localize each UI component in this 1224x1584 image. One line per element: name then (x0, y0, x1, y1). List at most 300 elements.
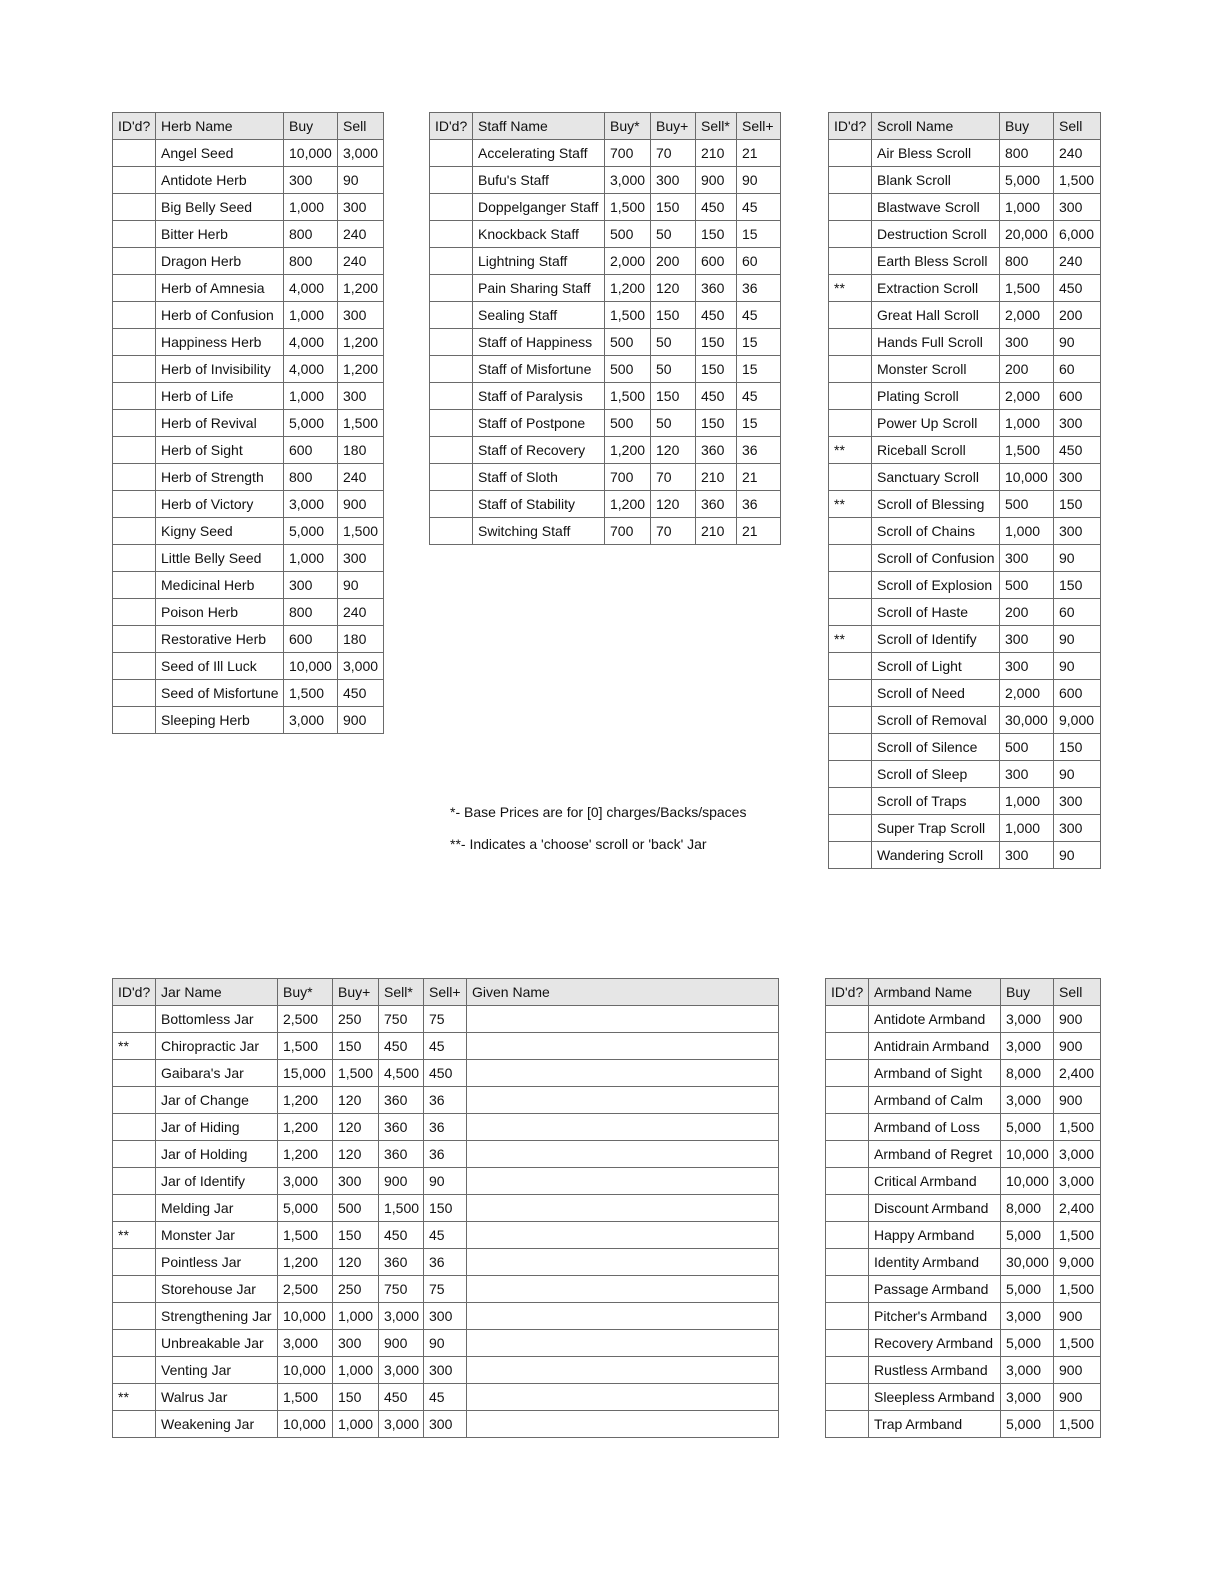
table-cell (826, 1330, 869, 1357)
table-cell: 3,000 (278, 1330, 333, 1357)
table-cell (826, 1141, 869, 1168)
table-cell: 1,000 (1000, 410, 1054, 437)
table-cell (829, 761, 872, 788)
table-cell: 5,000 (1001, 1411, 1054, 1438)
table-row (113, 1060, 779, 1087)
table-cell: 200 (1000, 599, 1054, 626)
table-cell (826, 1114, 869, 1141)
table-cell: 360 (379, 1114, 424, 1141)
table-cell (113, 1195, 156, 1222)
column-header: ID'd? (826, 979, 869, 1006)
column-header: Buy+ (333, 979, 379, 1006)
table-row (829, 167, 1101, 194)
table-cell: 1,200 (605, 491, 651, 518)
table-cell: 300 (1000, 545, 1054, 572)
table-cell: 90 (1054, 545, 1101, 572)
table-cell: 4,000 (284, 275, 338, 302)
table-cell: 90 (1054, 626, 1101, 653)
table-cell: Doppelganger Staff (473, 194, 605, 221)
table-cell: 1,500 (278, 1033, 333, 1060)
column-header: Sell* (379, 979, 424, 1006)
table-cell: 1,500 (333, 1060, 379, 1087)
table-cell: ** (113, 1033, 156, 1060)
table-cell: 120 (333, 1141, 379, 1168)
table-cell: Antidrain Armband (869, 1033, 1001, 1060)
table-row (113, 1195, 779, 1222)
table-cell: Staff of Postpone (473, 410, 605, 437)
table-cell: 150 (333, 1033, 379, 1060)
table-cell: Sanctuary Scroll (872, 464, 1000, 491)
table-row (430, 518, 781, 545)
table-cell: Air Bless Scroll (872, 140, 1000, 167)
table-cell: 800 (1000, 140, 1054, 167)
table-row (829, 275, 1101, 302)
table-cell: 2,000 (1000, 680, 1054, 707)
table-cell: 240 (1054, 140, 1101, 167)
table-cell: Knockback Staff (473, 221, 605, 248)
table-cell: 450 (1054, 275, 1101, 302)
table-cell: Earth Bless Scroll (872, 248, 1000, 275)
table-cell (113, 1303, 156, 1330)
table-cell: Scroll of Chains (872, 518, 1000, 545)
table-cell: 90 (1054, 653, 1101, 680)
table-cell: 1,500 (284, 680, 338, 707)
table-cell: 1,000 (333, 1303, 379, 1330)
table-cell: 15 (737, 410, 781, 437)
column-header: Jar Name (156, 979, 278, 1006)
table-cell: Destruction Scroll (872, 221, 1000, 248)
table-cell (113, 707, 156, 734)
table-cell: Chiropractic Jar (156, 1033, 278, 1060)
table-cell: Armband of Regret (869, 1141, 1001, 1168)
table-cell: 3,000 (1001, 1033, 1054, 1060)
table-cell: 1,200 (338, 356, 384, 383)
table-cell: 900 (696, 167, 737, 194)
table-cell: Critical Armband (869, 1168, 1001, 1195)
table-cell: 600 (696, 248, 737, 275)
table-cell (430, 356, 473, 383)
table-cell: 45 (424, 1222, 467, 1249)
table-cell (826, 1060, 869, 1087)
table-cell: 15 (737, 356, 781, 383)
table-cell: 1,500 (1054, 1222, 1101, 1249)
table-cell: 5,000 (284, 410, 338, 437)
table-cell: 1,000 (333, 1357, 379, 1384)
table-cell: 20,000 (1000, 221, 1054, 248)
table-cell (829, 383, 872, 410)
table-row (113, 383, 384, 410)
table-cell (113, 464, 156, 491)
table-cell: 45 (737, 194, 781, 221)
table-cell: 90 (424, 1168, 467, 1195)
table-cell: 450 (696, 383, 737, 410)
table-row (829, 680, 1101, 707)
table-cell: 15 (737, 221, 781, 248)
table-row (829, 302, 1101, 329)
column-header: Buy (1001, 979, 1054, 1006)
table-cell: Scroll of Identify (872, 626, 1000, 653)
table-cell: 9,000 (1054, 1249, 1101, 1276)
armband-price-table (825, 978, 1101, 1438)
table-row (113, 518, 384, 545)
table-row (430, 383, 781, 410)
table-cell: 1,500 (1000, 437, 1054, 464)
table-cell: 600 (284, 437, 338, 464)
table-cell: Herb of Victory (156, 491, 284, 518)
table-cell: ** (829, 275, 872, 302)
table-cell: 2,500 (278, 1276, 333, 1303)
column-header: ID'd? (430, 113, 473, 140)
table-cell: Lightning Staff (473, 248, 605, 275)
table-cell (826, 1411, 869, 1438)
table-cell: 450 (379, 1384, 424, 1411)
table-cell: 900 (338, 491, 384, 518)
table-cell: 900 (1054, 1006, 1101, 1033)
table-row (829, 761, 1101, 788)
table-cell (430, 329, 473, 356)
table-cell: ** (829, 626, 872, 653)
table-cell (430, 275, 473, 302)
table-cell: 1,500 (1054, 1330, 1101, 1357)
table-cell: 36 (424, 1114, 467, 1141)
table-cell: 300 (338, 302, 384, 329)
table-row (113, 1222, 779, 1249)
column-header: ID'd? (113, 113, 156, 140)
table-cell (467, 1330, 779, 1357)
table-cell: 1,000 (284, 194, 338, 221)
table-cell: 1,500 (1054, 1411, 1101, 1438)
table-row (430, 302, 781, 329)
table-cell: Great Hall Scroll (872, 302, 1000, 329)
table-cell: 6,000 (1054, 221, 1101, 248)
table-cell: 1,500 (1054, 1276, 1101, 1303)
table-cell (829, 788, 872, 815)
table-cell (430, 221, 473, 248)
table-cell: Armband of Loss (869, 1114, 1001, 1141)
table-cell: 600 (284, 626, 338, 653)
table-cell (113, 167, 156, 194)
table-cell (430, 383, 473, 410)
table-cell: 30,000 (1000, 707, 1054, 734)
table-row (113, 410, 384, 437)
header-row (826, 979, 1101, 1006)
table-cell: 36 (424, 1087, 467, 1114)
choose-indicator-note: **- Indicates a 'choose' scroll or 'back' Jar (450, 836, 707, 852)
table-cell: Strengthening Jar (156, 1303, 278, 1330)
table-row (430, 194, 781, 221)
table-cell: 300 (1000, 626, 1054, 653)
table-cell (829, 842, 872, 869)
table-cell: 1,500 (278, 1384, 333, 1411)
table-row (113, 464, 384, 491)
table-cell: 3,000 (1001, 1303, 1054, 1330)
table-cell: 500 (1000, 572, 1054, 599)
table-row (113, 248, 384, 275)
column-header: Sell+ (424, 979, 467, 1006)
table-cell: 50 (651, 329, 696, 356)
table-row (113, 1033, 779, 1060)
table-cell: Pointless Jar (156, 1249, 278, 1276)
table-cell: 250 (333, 1276, 379, 1303)
table-cell: 300 (1054, 194, 1101, 221)
table-cell: 1,200 (278, 1249, 333, 1276)
table-cell: ** (113, 1222, 156, 1249)
table-row (113, 167, 384, 194)
table-cell: 1,500 (605, 194, 651, 221)
table-cell (829, 167, 872, 194)
table-cell (113, 1114, 156, 1141)
table-cell: 1,500 (605, 302, 651, 329)
table-row (113, 707, 384, 734)
table-cell: Kigny Seed (156, 518, 284, 545)
table-cell: 36 (424, 1141, 467, 1168)
table-cell: Restorative Herb (156, 626, 284, 653)
table-cell (113, 1087, 156, 1114)
table-cell: Herb of Confusion (156, 302, 284, 329)
table-cell: 1,000 (1000, 518, 1054, 545)
table-cell: 75 (424, 1006, 467, 1033)
table-cell: 9,000 (1054, 707, 1101, 734)
table-cell: Monster Jar (156, 1222, 278, 1249)
table-cell: Staff of Recovery (473, 437, 605, 464)
table-row (826, 1168, 1101, 1195)
table-cell: 300 (424, 1303, 467, 1330)
table-cell: Armband of Calm (869, 1087, 1001, 1114)
column-header: Herb Name (156, 113, 284, 140)
table-cell: 21 (737, 140, 781, 167)
table-row (829, 572, 1101, 599)
table-cell: 4,000 (284, 329, 338, 356)
table-cell: 600 (1054, 680, 1101, 707)
table-row (113, 1384, 779, 1411)
table-cell: 3,000 (1001, 1357, 1054, 1384)
table-cell: 1,200 (338, 275, 384, 302)
table-cell: 2,000 (1000, 302, 1054, 329)
table-cell: ** (113, 1384, 156, 1411)
table-cell: 300 (1054, 410, 1101, 437)
table-cell: 180 (338, 626, 384, 653)
table-row (826, 1087, 1101, 1114)
table-cell: 360 (696, 491, 737, 518)
table-row (113, 1087, 779, 1114)
table-cell: 150 (1054, 572, 1101, 599)
table-cell (829, 464, 872, 491)
table-cell: 150 (651, 302, 696, 329)
scroll-price-table (828, 112, 1101, 869)
table-cell (430, 167, 473, 194)
table-cell: 240 (1054, 248, 1101, 275)
table-cell: 1,000 (284, 302, 338, 329)
table-cell: 500 (605, 410, 651, 437)
table-cell: 70 (651, 140, 696, 167)
table-cell: 3,000 (379, 1411, 424, 1438)
table-cell: 3,000 (284, 491, 338, 518)
table-row (829, 383, 1101, 410)
table-cell: Herb of Sight (156, 437, 284, 464)
table-row (829, 437, 1101, 464)
table-cell: 1,500 (278, 1222, 333, 1249)
table-row (430, 410, 781, 437)
table-cell: 900 (1054, 1087, 1101, 1114)
table-cell: Discount Armband (869, 1195, 1001, 1222)
table-cell: 90 (338, 167, 384, 194)
table-cell (467, 1060, 779, 1087)
table-cell (467, 1195, 779, 1222)
table-row (430, 248, 781, 275)
table-cell: 150 (424, 1195, 467, 1222)
table-cell: 10,000 (278, 1411, 333, 1438)
table-cell: 1,000 (333, 1411, 379, 1438)
table-row (826, 1384, 1101, 1411)
table-cell: 300 (333, 1168, 379, 1195)
table-row (826, 1033, 1101, 1060)
table-row (430, 140, 781, 167)
table-cell: 900 (1054, 1033, 1101, 1060)
table-cell: 500 (1000, 491, 1054, 518)
table-cell: 2,000 (605, 248, 651, 275)
table-row (113, 302, 384, 329)
table-cell: 3,000 (379, 1303, 424, 1330)
table-cell: Storehouse Jar (156, 1276, 278, 1303)
table-cell: 450 (338, 680, 384, 707)
table-cell: 5,000 (1000, 167, 1054, 194)
table-cell (826, 1276, 869, 1303)
table-cell: 36 (737, 437, 781, 464)
table-cell: Scroll of Confusion (872, 545, 1000, 572)
table-cell: 90 (1054, 761, 1101, 788)
table-cell: Switching Staff (473, 518, 605, 545)
table-cell: 90 (737, 167, 781, 194)
table-row (113, 1276, 779, 1303)
table-row (113, 356, 384, 383)
table-cell (113, 680, 156, 707)
table-row (430, 221, 781, 248)
table-cell (467, 1276, 779, 1303)
table-row (826, 1006, 1101, 1033)
table-row (113, 1006, 779, 1033)
table-cell: 3,000 (284, 707, 338, 734)
table-row (829, 707, 1101, 734)
table-cell: 3,000 (605, 167, 651, 194)
table-cell (829, 221, 872, 248)
column-header: Sell (338, 113, 384, 140)
table-cell: 900 (1054, 1303, 1101, 1330)
table-row (826, 1114, 1101, 1141)
table-cell: 60 (737, 248, 781, 275)
table-row (829, 248, 1101, 275)
table-row (829, 815, 1101, 842)
table-cell: Scroll of Need (872, 680, 1000, 707)
table-cell (829, 653, 872, 680)
table-cell: Jar of Identify (156, 1168, 278, 1195)
table-cell: 450 (424, 1060, 467, 1087)
table-cell: 360 (696, 437, 737, 464)
table-cell: Antidote Herb (156, 167, 284, 194)
table-cell: 45 (424, 1384, 467, 1411)
table-cell: 1,000 (1000, 194, 1054, 221)
table-cell: 5,000 (1001, 1276, 1054, 1303)
table-cell: 300 (651, 167, 696, 194)
table-cell: Monster Scroll (872, 356, 1000, 383)
table-cell: Rustless Armband (869, 1357, 1001, 1384)
table-cell: 500 (605, 356, 651, 383)
table-cell (826, 1384, 869, 1411)
table-cell: Jar of Hiding (156, 1114, 278, 1141)
table-cell: 450 (379, 1222, 424, 1249)
table-cell: 500 (1000, 734, 1054, 761)
table-cell: Extraction Scroll (872, 275, 1000, 302)
table-row (829, 599, 1101, 626)
table-cell: 120 (651, 275, 696, 302)
table-cell (826, 1006, 869, 1033)
table-cell (430, 140, 473, 167)
table-cell: 1,200 (278, 1087, 333, 1114)
table-cell (467, 1006, 779, 1033)
table-cell: Plating Scroll (872, 383, 1000, 410)
table-cell: 2,500 (278, 1006, 333, 1033)
table-row (829, 788, 1101, 815)
table-cell: 10,000 (284, 653, 338, 680)
table-cell: 700 (605, 518, 651, 545)
table-cell: 50 (651, 221, 696, 248)
table-cell (113, 1060, 156, 1087)
table-cell: 70 (651, 464, 696, 491)
table-cell: 90 (338, 572, 384, 599)
table-cell: 300 (284, 572, 338, 599)
table-cell (829, 599, 872, 626)
table-cell: 300 (284, 167, 338, 194)
table-cell: Blastwave Scroll (872, 194, 1000, 221)
table-cell (467, 1384, 779, 1411)
table-cell: 3,000 (338, 140, 384, 167)
table-cell (113, 653, 156, 680)
table-row (113, 1411, 779, 1438)
table-cell: 900 (1054, 1384, 1101, 1411)
table-cell: 10,000 (1001, 1168, 1054, 1195)
table-cell: 200 (651, 248, 696, 275)
table-cell: Scroll of Silence (872, 734, 1000, 761)
table-cell: Staff of Happiness (473, 329, 605, 356)
table-row (113, 140, 384, 167)
table-cell: 8,000 (1001, 1060, 1054, 1087)
column-header: Armband Name (869, 979, 1001, 1006)
staff-price-table (429, 112, 781, 545)
table-cell (826, 1033, 869, 1060)
table-cell: 300 (1054, 464, 1101, 491)
table-cell: 150 (696, 221, 737, 248)
header-row (829, 113, 1101, 140)
table-cell: Passage Armband (869, 1276, 1001, 1303)
table-cell (113, 1276, 156, 1303)
table-row (829, 842, 1101, 869)
table-cell: 700 (605, 464, 651, 491)
header-row (113, 979, 779, 1006)
table-cell (113, 221, 156, 248)
table-cell (430, 410, 473, 437)
table-cell: 21 (737, 464, 781, 491)
table-cell: 10,000 (278, 1303, 333, 1330)
table-cell: Jar of Holding (156, 1141, 278, 1168)
table-cell: 300 (424, 1357, 467, 1384)
table-cell: Staff of Misfortune (473, 356, 605, 383)
table-cell: ** (829, 491, 872, 518)
table-cell (829, 680, 872, 707)
table-cell (113, 356, 156, 383)
table-cell: 360 (379, 1249, 424, 1276)
table-cell: 75 (424, 1276, 467, 1303)
table-cell (113, 626, 156, 653)
table-cell: 120 (651, 491, 696, 518)
